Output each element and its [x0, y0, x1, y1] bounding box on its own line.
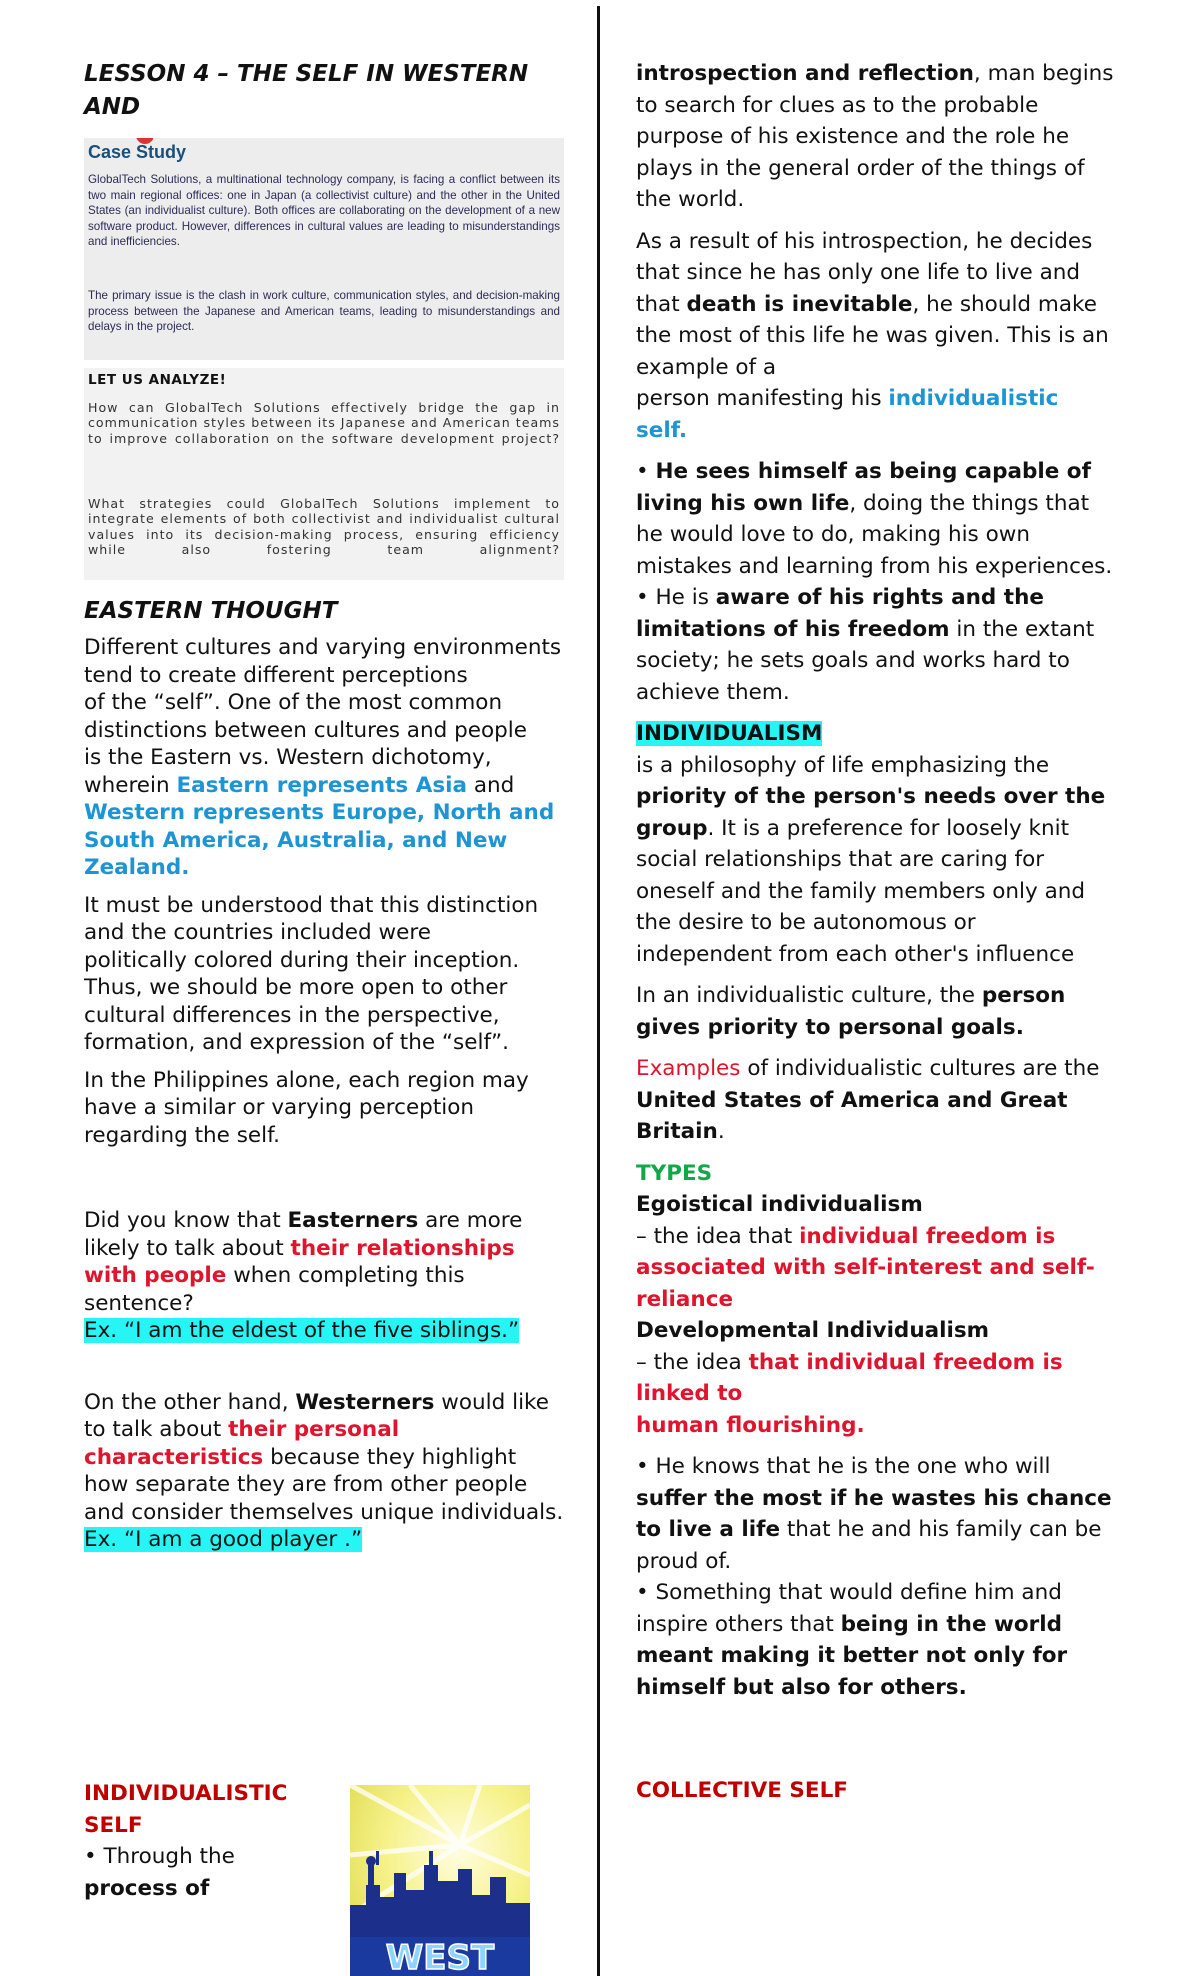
analyze-heading: LET US ANALYZE!	[88, 372, 227, 388]
individualism-paragraph: INDIVIDUALISM is a philosophy of life emphasizing the priority of the person's needs over the group. It is a preference for loosely knit social relationships that are caring for oneself and the family members only and the desire to be autonomous or independent from each other's influence	[636, 721, 1106, 967]
capable-paragraph: • He sees himself as being capable of living his own life, doing the things that he would love to do, making his own mistakes and learning from his experiences. • He is aware of his rights and the limitations of his freedom in the extant society; he sets goals and works hard to achieve them.	[636, 459, 1113, 705]
westerners-paragraph: On the other hand, Westerners would like to talk about their personal characteristics because they highlight how separate they are from other people and consider themselves unique individuals. Ex. “I am a good player .”	[84, 1389, 564, 1552]
case-study-image	[84, 138, 564, 360]
left-column	[84, 58, 564, 1564]
death-inevitable-paragraph: As a result of his introspection, he decides that since he has only one life to live and that death is inevitable, he should make the most of this life he was given. This is an example of a person manifesting his individualistic self.	[636, 228, 1109, 443]
column-divider	[597, 6, 600, 1976]
lesson-title: LESSON 4 – THE SELF IN WESTERN AND	[84, 61, 529, 120]
analyze-image	[84, 368, 564, 580]
right-column	[636, 58, 1116, 1817]
case-study-para1: GlobalTech Solutions, a multinational technology company, is facing a conflict between its two main regional offices: one in Japan (a collectivist culture) and the other in the United States (an individualist culture). Both offices are collaborating on the development of a new software product. However, differences in cultural values are leading to misunderstandings and inefficiencies.	[88, 173, 560, 248]
examples-paragraph: Examples of individualistic cultures are the United States of America and Great Britain.	[636, 1056, 1100, 1144]
western-example: Ex. “I am a good player .”	[84, 1527, 363, 1552]
eastern-thought-heading: EASTERN THOUGHT	[84, 598, 338, 624]
distinction-paragraph: It must be understood that this distinction and the countries included were politically colored during their inception. Thus, we should be more open to other cultural differences in the perspective, formation, and expression of the “self”.	[84, 892, 539, 1055]
west-skyline-image	[350, 1785, 530, 1976]
introspection-paragraph: introspection and reflection, man begins to search for clues as to the probable purpose of his existence and the role he plays in the general order of the things of the world.	[636, 61, 1114, 212]
collective-self-heading: COLLECTIVE SELF	[636, 1778, 848, 1803]
types-section: TYPES Egoistical individualism – the idea that individual freedom is associated with self-interest and self-reliance Developmental Individualism – the idea that individual freedom is linked to human flourishing.	[636, 1160, 1095, 1438]
eastern-example: Ex. “I am the eldest of the five siblings.”	[84, 1318, 520, 1343]
cultures-paragraph: Different cultures and varying environments tend to create different perceptions of the “self”. One of the most common distinctions between cultures and people is the Eastern vs. Western dichotomy, wherein Eastern represents Asia and Western represents Europe, North and South America, Australia, and New Zealand.	[84, 635, 562, 880]
suffer-paragraph: • He knows that he is the one who will suffer the most if he wastes his chance to live a life that he and his family can be proud of. • Something that would define him and inspire others that being in the world meant making it better not only for himself but also for others.	[636, 1454, 1112, 1700]
individualistic-self-text: INDIVIDUALISTIC SELF • Through the process of	[84, 1781, 288, 1901]
case-study-para2: The primary issue is the clash in work culture, communication styles, and decision-making process between the Japanese and American teams, leading to misunderstandings and delays in the project.	[88, 289, 560, 333]
easterners-paragraph: Did you know that Easterners are more likely to talk about their relationships with people when completing this sentence? Ex. “I am the eldest of the five siblings.”	[84, 1208, 523, 1343]
types-heading: TYPES	[636, 1160, 713, 1186]
case-study-heading: Case Study	[88, 142, 187, 162]
individualistic-self-section	[84, 1778, 334, 1904]
analyze-question-1: How can GlobalTech Solutions effectively bridge the gap in communication styles between its Japanese and American teams to improve collaboration on the software development project?	[88, 400, 560, 446]
analyze-question-2: What strategies could GlobalTech Solutions implement to integrate elements of both collectivist and individualist cultural values into its decision-making process, ensuring efficiency while also fostering team alignment?	[88, 496, 560, 557]
individualistic-self-heading: INDIVIDUALISTIC SELF	[84, 1781, 288, 1838]
personal-goals-paragraph: In an individualistic culture, the person gives priority to personal goals.	[636, 983, 1066, 1040]
philippines-paragraph: In the Philippines alone, each region may have a similar or varying perception regarding the self.	[84, 1067, 529, 1148]
individualism-heading: INDIVIDUALISM	[636, 721, 823, 746]
west-label: WEST	[385, 1938, 495, 1976]
